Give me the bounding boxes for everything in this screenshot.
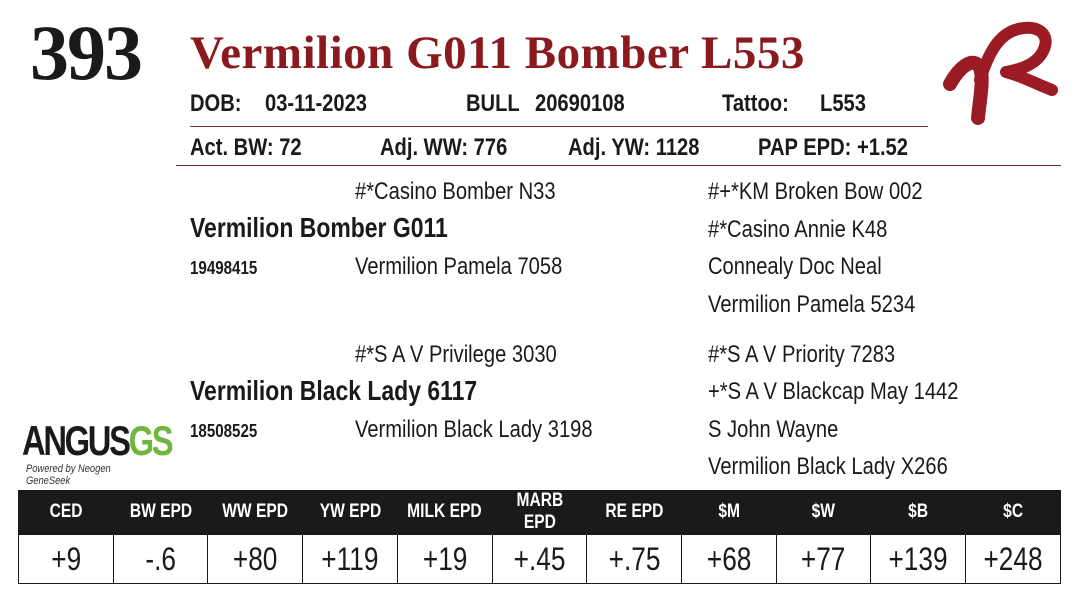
vermilion-brand-logo	[940, 18, 1065, 138]
epd-header: BW EPD	[113, 490, 208, 535]
tattoo-label: Tattoo:	[722, 90, 789, 117]
epd-header: $C	[966, 490, 1061, 535]
epd-table	[18, 490, 1061, 584]
sire-registration: 19498415	[190, 258, 258, 278]
lot-number: 393	[30, 9, 141, 96]
dam-name: Vermilion Black Lady 6117	[190, 375, 478, 406]
epd-value: +248	[966, 535, 1061, 584]
epd-value: +19	[397, 535, 492, 584]
epd-value: +139	[871, 535, 966, 584]
dam-sire-dam: +*S A V Blackcap May 1442	[708, 378, 959, 405]
sire-dam-dam: Vermilion Pamela 5234	[708, 291, 916, 318]
epd-value: +119	[303, 535, 398, 584]
sex-value: BULL	[466, 90, 520, 117]
epd-value: +.75	[587, 535, 682, 584]
sire-sire: #*Casino Bomber N33	[355, 178, 556, 205]
dam-dam: Vermilion Black Lady 3198	[355, 416, 593, 443]
dam-dam-sire: S John Wayne	[708, 416, 839, 443]
sire-name: Vermilion Bomber G011	[190, 212, 448, 243]
actual-birth-weight: Act. BW: 72	[190, 134, 302, 161]
angus-logo-text: ANGUSGS	[22, 417, 172, 464]
dob-label: DOB:	[190, 90, 242, 117]
epd-header: $B	[871, 490, 966, 535]
dam-sire: #*S A V Privilege 3030	[355, 341, 557, 368]
divider-line	[176, 165, 1061, 166]
adjusted-weaning-weight: Adj. WW: 776	[380, 134, 508, 161]
angus-gs-logo	[22, 417, 172, 487]
registration-number: 20690108	[535, 90, 625, 117]
epd-header-row	[19, 490, 1061, 535]
epd-header: $W	[776, 490, 871, 535]
epd-header: WW EPD	[208, 490, 303, 535]
pap-epd: PAP EPD: +1.52	[758, 134, 908, 161]
epd-value: +80	[208, 535, 303, 584]
divider-line	[190, 126, 928, 127]
sire-dam: Vermilion Pamela 7058	[355, 253, 563, 280]
epd-header: MARB EPD	[492, 490, 587, 535]
epd-value: -.6	[113, 535, 208, 584]
dob-value: 03-11-2023	[265, 90, 368, 117]
animal-name: Vermilion G011 Bomber L553	[190, 27, 805, 79]
dam-dam-dam: Vermilion Black Lady X266	[708, 453, 948, 480]
epd-header: MILK EPD	[397, 490, 492, 535]
epd-value: +77	[776, 535, 871, 584]
sire-sire-sire: #+*KM Broken Bow 002	[708, 178, 923, 205]
angus-logo-tagline: Powered by Neogen GeneSeek	[26, 463, 111, 487]
epd-header: YW EPD	[303, 490, 398, 535]
tattoo-value: L553	[820, 90, 866, 117]
sire-sire-dam: #*Casino Annie K48	[708, 216, 888, 243]
epd-header: $M	[682, 490, 777, 535]
epd-header: RE EPD	[587, 490, 682, 535]
epd-value: +9	[19, 535, 114, 584]
dam-sire-sire: #*S A V Priority 7283	[708, 341, 896, 368]
epd-header: CED	[19, 490, 114, 535]
epd-value: +.45	[492, 535, 587, 584]
epd-value: +68	[682, 535, 777, 584]
adjusted-yearling-weight: Adj. YW: 1128	[568, 134, 700, 161]
epd-value-row	[19, 535, 1061, 584]
dam-registration: 18508525	[190, 421, 258, 441]
sire-dam-sire: Connealy Doc Neal	[708, 253, 882, 280]
